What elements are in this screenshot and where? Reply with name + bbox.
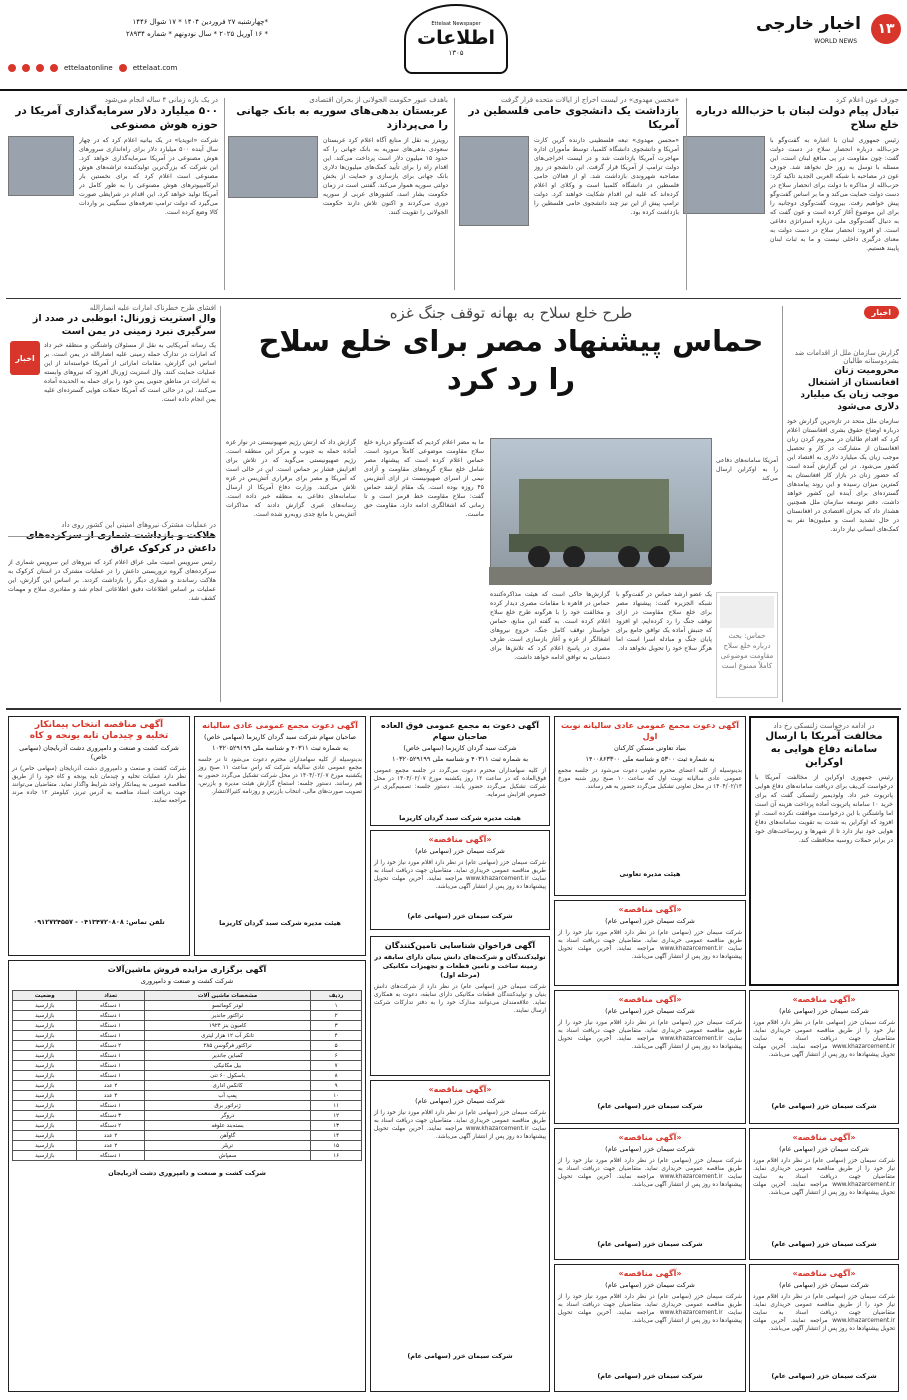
story-kicker: در یک بازه زمانی ۴ ساله انجام می‌شود [104, 96, 218, 104]
ukraine-box [749, 716, 899, 986]
ad-khazar [749, 1128, 899, 1260]
table-cell: ۱ دستگاه [77, 1151, 144, 1161]
ad-company: شرکت سیمان خزر (سهامی عام) [415, 1097, 505, 1105]
ad-title: «آگهی مناقصه» [792, 995, 856, 1004]
table-cell: گاوآهن [144, 1131, 311, 1141]
ad-footer: شرکت سیمان خزر (سهامی عام) [771, 1102, 877, 1110]
ad-khazar [554, 900, 746, 986]
ukraine-kicker: در ادامه درخواست زلنسکی رخ داد [773, 722, 875, 730]
table-cell: بازارسید [13, 1141, 77, 1151]
story-body: «محسن مهدوی» تبعه فلسطینی دارنده گرین کارت آمریکا و دانشجوی دانشگاه کلمبیا، توسط مأموران اداره مهاجرت آمریکا بازداشت شد و در لیست اخراجی‌های دولت ترامپ از آمریکا قرار گرفت. این دانشجو در روز مصاحبه شهروندی بازداشت شد. او از فعالان حامی فلسطین در دانشگاه کلمبیا است و وکلای او اعلام کرده‌اند که علیه این اقدام شکایت خواهند کرد. دولت ترامپ پیش از این نیز چند دانشجوی حامی فلسطین را بازداشت کرده بود. [534, 137, 679, 216]
table-header: تعداد [77, 991, 144, 1001]
left-body: رئیس سرویس امنیت ملی عراق اعلام کرد که نیروهای این سرویس شماری از سرکرده‌های گروه تروریستی داعش را در عملیات مشترک در استان کرکوک به هلاکت رساندند و شماری دیگر را بازداشت کردند. بر اساس این گزارش، این عملیات بر اساس اطلاعات دقیق اطلاعاتی انجام شد و مقادیری سلاح و مهمات کشف شد. [8, 559, 216, 602]
inset-caption: حماس: بحث درباره خلع سلاح مقاومت موضوعی کاملاً ممنوع است [720, 632, 774, 670]
ad-company: شرکت سیمان خزر (سهامی عام) [605, 1281, 695, 1289]
ad-footer: شرکت سیمان خزر (سهامی عام) [597, 1102, 703, 1110]
ad-company: شرکت سیمان خزر (سهامی عام) [779, 1007, 869, 1015]
left-body: یک رسانه آمریکایی به نقل از مسئولان واشنگتن و منطقه خبر داد که امارات در تدارک حمله زمینی علیه انصارالله در یمن است. بر اساس این گزارش، مقامات اماراتی از آمریکا خواسته‌اند از این عملیات حمایت کنند. وال استریت ژورنال افزود که نیروهای وابسته به امارات در مناطق جنوبی یمن خود را برای حمله به الحدیده آماده می‌کنند. این در حالی است که آمریکا حملات هوایی گسترده‌ای علیه یمن انجام داده است. [44, 342, 216, 403]
ad-title: آگهی برگزاری مزایده فروش ماشین‌آلات [107, 965, 267, 974]
table-row [13, 1091, 362, 1101]
table-cell: ۷ [311, 1061, 362, 1071]
story-saudi [228, 96, 448, 294]
ad-company: به شماره ثبت ۵۳۰۰ و شناسه ملی ۱۴۰۰۸۶۳۳۰۰ [585, 755, 715, 763]
table-cell: بازارسید [13, 1111, 77, 1121]
divider [686, 98, 687, 290]
ad-footer: هیئت مدیره شرکت سبد گردان کاریزما [219, 919, 341, 927]
website[interactable]: ettelaat.com [132, 64, 178, 72]
ad-tender [8, 716, 190, 956]
table-row [13, 1071, 362, 1081]
story-photo [459, 136, 529, 226]
social-icon [8, 64, 16, 72]
ad-body: بدینوسیله از کلیه سهامداران محترم دعوت می‌شود تا در جلسه مجمع عمومی عادی سالیانه شرکت که راس ساعت ۱۱ صبح روز یکشنبه مورخ ۱۴۰۴/۰۲/۰۷ در محل شرکت تشکیل می‌گردد حضور به هم رسانند. دستور جلسه: استماع گزارش هیئت مدیره و بازرس، تصویب صورت‌های مالی، انتخاب بازرس و روزنامه کثیرالانتشار. [198, 757, 363, 795]
left-kicker: افشای طرح خطرناک امارات علیه انصارالله [89, 304, 216, 312]
ad-body: شرکت سیمان خزر (سهامی عام) در نظر دارد اقلام مورد نیاز خود را از طریق مناقصه عمومی خریداری نماید. متقاضیان جهت دریافت اسناد به سایت www.khazarcement.ir مراجعه نمایند. آخرین مهلت تحویل پیشنهادها ده روز پس از انتشار آگهی می‌باشد. [374, 1110, 546, 1140]
table-cell: بازارسید [13, 1011, 77, 1021]
lead-title-1: حماس پیشنهاد مصر برای خلع سلاح [258, 324, 764, 358]
ad-title: «آگهی مناقصه» [428, 1085, 492, 1094]
ad-phone: تلفن تماس: ۰۴۱۳۴۷۲۰۸۰۸ - ۰۹۱۲۷۲۴۵۵۷ [33, 918, 165, 926]
table-cell: بیل مکانیکی [144, 1061, 311, 1071]
table-cell: بازارسید [13, 1031, 77, 1041]
table-cell: ژنراتور برق [144, 1101, 311, 1111]
table-cell: کامیون بنز ۱۹۲۴ [144, 1021, 311, 1031]
lead-col: ما به مصر اعلام کردیم که گفت‌وگو درباره خلع سلاح مقاومت موضوعی کاملاً مردود است. حماس اعلام کرده است که پیشنهاد مصر شامل خلع سلاح گروه‌های مقاومت و آزادی نیمی از اسرای صهیونیست در ازای آتش‌بس ۴۵ روزه بوده است. یک مقام ارشد حماس گفت: سلاح مقاومت خط قرمز است و تا زمانی که اشغالگری ادامه دارد، مقاومت حق ماست. [364, 439, 484, 518]
ad-khazar [749, 990, 899, 1124]
table-cell: بازارسید [13, 1081, 77, 1091]
ad-company: شرکت سیمان خزر (سهامی عام) [605, 1007, 695, 1015]
ukraine-title: مخالفت آمریکا با ارسال سامانه دفاع هوایی به اوکراین [765, 731, 883, 768]
table-cell: سمپاش [144, 1151, 311, 1161]
ad-footer: شرکت سیمان خزر (سهامی عام) [407, 1352, 513, 1360]
divider [220, 306, 221, 702]
story-title: ۵۰۰ میلیارد دلار سرمایه‌گذاری آمریکا در حوزه هوش مصنوعی [15, 105, 218, 131]
right-kicker: گزارش سازمان ملل از اقدامات ضد بشردوستانه طالبان [794, 349, 899, 365]
story-lebanon [683, 96, 899, 294]
ad-sub: شرکت سبد گردان کاریزما (سهامی خاص) [403, 744, 517, 752]
table-cell: ۱ دستگاه [77, 1071, 144, 1081]
lead-col: گزارش‌ها حاکی است که هیئت مذاکره‌کننده حماس در قاهره با مقامات مصری دیدار کرده و مخالفت خود را با هرگونه طرح خلع سلاح اعلام کرده است. به گفته این منابع، حماس خواستار توقف کامل جنگ، خروج نیروهای اشغالگر از غزه و آغاز بازسازی است. طرف مصری در پاسخ اعلام کرد که تلاش‌ها برای دستیابی به توافق ادامه خواهد داشت. [490, 591, 610, 661]
right-body: سازمان ملل متحد در تازه‌ترین گزارش خود درباره اوضاع حقوق بشری افغانستان اعلام کرد که اقدام طالبان در محروم کردن زنان افغانستان از مشارکت در کار و تحصیل موجب زیان یک میلیارد دلاری به اقتصاد این کشور می‌شود. در این گزارش آمده است که حضور زنان در بازار کار افغانستان به کمترین میزان رسیده و این روند پیامدهای گسترده‌ای برای آینده این کشور خواهد داشت. دفتر توسعه سازمان ملل همچنین هشدار داد که بحران اقتصادی در افغانستان در حال تشدید است و میلیون‌ها نفر به کمک‌های انسانی نیاز دارند. [787, 418, 899, 533]
table-cell: کانکس اداری [144, 1081, 311, 1091]
ad-company: شرکت کشت و صنعت و دامپروری دشت آذربایجان (سهامی خاص) [19, 744, 179, 761]
ad-body: شرکت کشت و صنعت و دامپروری دشت آذربایجان (سهامی خاص) در نظر دارد عملیات تخلیه و چیدمان تایه یونجه و کاه خود را از طریق مناقصه عمومی به پیمانکار واجد شرایط واگذار نماید. متقاضیان می‌توانند جهت دریافت اسناد مناقصه به آدرس تبریز، کیلومتر ۱۲ جاده مرند مراجعه نمایند. [12, 766, 186, 804]
ad-title: «آگهی مناقصه» [792, 1133, 856, 1142]
ad-title: «آگهی مناقصه» [618, 995, 682, 1004]
left-title: وال استریت ژورنال: ابوظبی در صدد از سرگیری نبرد زمینی در یمن است [32, 313, 216, 337]
ad-sale-table [8, 960, 366, 1392]
ad-footer: شرکت سیمان خزر (سهامی عام) [771, 1372, 877, 1380]
ad-title: «آگهی مناقصه» [792, 1269, 856, 1278]
table-cell: ۱ [311, 1001, 362, 1011]
table-cell: ۹ [311, 1081, 362, 1091]
ad-body: شرکت سیمان خزر (سهامی عام) در نظر دارد اقلام مورد نیاز خود را از طریق مناقصه عمومی خریداری نماید. متقاضیان جهت دریافت اسناد به سایت www.khazarcement.ir مراجعه نمایند. آخرین مهلت تحویل پیشنهادها ده روز پس از انتشار آگهی می‌باشد. [558, 1020, 742, 1050]
table-row [13, 1141, 362, 1151]
ad-footer: شرکت سیمان خزر (سهامی عام) [597, 1240, 703, 1248]
ad-company: شرکت سیمان خزر (سهامی عام) [415, 847, 505, 855]
table-cell: ۲ عدد [77, 1081, 144, 1091]
inset-photo [720, 596, 774, 628]
table-cell: ۴ عدد [77, 1091, 144, 1101]
table-cell: بازارسید [13, 1091, 77, 1101]
dateline [8, 16, 268, 40]
table-row [13, 1021, 362, 1031]
ukraine-body: رئیس جمهوری اوکراین از مخالفت آمریکا با درخواست کی‌یف برای دریافت سامانه‌های دفاع هوایی پاتریوت خبر داد. ولودیمیر زلنسکی گفت که برای خرید ۱۰ سامانه پاتریوت آماده پرداخت هزینه آن است اما واشنگتن با این درخواست موافقت نکرده است. او افزود که اوکراین به شدت به تقویت سامانه‌های دفاع هوایی خود نیاز دارد تا از شهرها و زیرساخت‌های خود در برابر حملات روسیه محافظت کند. [755, 774, 893, 844]
table-cell: بازارسید [13, 1041, 77, 1051]
table-cell: پمپ آب [144, 1091, 311, 1101]
table-cell: بسته‌بند علوفه [144, 1121, 311, 1131]
ad-body: شرکت سیمان خزر (سهامی عام) در نظر دارد اقلام مورد نیاز خود را از طریق مناقصه عمومی خریداری نماید. متقاضیان جهت دریافت اسناد به سایت www.khazarcement.ir مراجعه نمایند. آخرین مهلت تحویل پیشنهادها ده روز پس از انتشار آگهی می‌باشد. [753, 1294, 895, 1332]
table-cell: بازارسید [13, 1151, 77, 1161]
left-column [8, 304, 216, 702]
ad-footer: شرکت سیمان خزر (سهامی عام) [407, 912, 513, 920]
ad-body: شرکت سیمان خزر (سهامی عام) در نظر دارد اقلام مورد نیاز خود را از طریق مناقصه عمومی خریداری نماید. متقاضیان جهت دریافت اسناد به سایت www.khazarcement.ir مراجعه نمایند. آخرین مهلت تحویل پیشنهادها ده روز پس از انتشار آگهی می‌باشد. [558, 930, 742, 960]
lead-col: گزارش داد که ارتش رژیم صهیونیستی در نوار غزه آماده حمله به جنوب و مرکز این منطقه است. رژیم صهیونیستی می‌گوید که در تلاش برای افزایش فشار بر حماس است. این در حالی است که آمریکا و مصر برای برقراری آتش‌بس در غزه تلاش می‌کنند. وزارت دفاع آمریکا از ارسال سامانه‌های دفاعی به منطقه خبر داده است. رسانه‌های عبری گزارش دادند که مذاکرات آتش‌بس با مانع جدی روبه‌رو شده است. [226, 439, 356, 518]
ad-company: شرکت سیمان خزر (سهامی عام) [605, 917, 695, 925]
social-icon [22, 64, 30, 72]
story-photo [228, 136, 318, 198]
divider [454, 98, 455, 290]
ad-company: به شماره ثبت ۴۰۳۱۱ و شناسه ملی ۱۰۳۲۰۵۲۹۱۹۹ [391, 755, 529, 763]
ad-company: شرکت سیمان خزر (سهامی عام) [779, 1281, 869, 1289]
ad-khazar [370, 1080, 550, 1392]
ad-body: شرکت سیمان خزر (سهامی عام) در نظر دارد اقلام مورد نیاز خود را از طریق مناقصه عمومی خریداری نماید. متقاضیان جهت دریافت اسناد به سایت www.khazarcement.ir مراجعه نمایند. آخرین مهلت تحویل پیشنهادها ده روز پس از انتشار آگهی می‌باشد. [753, 1020, 895, 1058]
table-cell: ۱ دستگاه [77, 1001, 144, 1011]
ad-body: شرکت سیمان خزر (سهامی عام) در نظر دارد از شرکت‌های دانش بنیان و تولیدکنندگان قطعات مکانیکی دارای سابقه، دعوت به همکاری نماید. علاقه‌مندان می‌توانند مدارک خود را به دفتر تدارکات شرکت ارسال نمایند. [374, 984, 546, 1014]
table-cell: بازارسید [13, 1101, 77, 1111]
right-column [787, 306, 899, 706]
ads-rule [6, 708, 901, 710]
story-title: عربستان بدهی‌های سوریه به بانک جهانی را می‌پردازد [236, 105, 448, 131]
story-kicker: جوزف عون اعلام کرد [835, 96, 899, 104]
ad-title: آگهی دعوت به مجمع عمومی فوق العاده صاحبان سهام [381, 721, 539, 741]
section-title: اخبار خارجی [756, 14, 861, 34]
ad-footer: هیئت مدیره شرکت سبد گردان کاریزما [399, 814, 521, 822]
story-body: شرکت «انویدیا» در یک بیانیه اعلام کرد که در چهار سال آینده ۵۰۰ میلیارد دلار برای راه‌اندازی سرورهای هوش مصنوعی در آمریکا سرمایه‌گذاری خواهد کرد. این شرکت که بزرگ‌ترین تولیدکننده تراشه‌های هوش مصنوعی است اعلام کرد که برای نخستین بار ابرکامپیوترهای هوش مصنوعی را به طور کامل در آمریکا تولید خواهد کرد. این اقدام در شرایطی صورت می‌گیرد که دولت ترامپ تعرفه‌های سنگینی بر واردات کالا وضع کرده است. [79, 137, 218, 216]
story-photo [683, 136, 765, 214]
ad-sub: صاحبان سهام شرکت سبد گردان کاریزما (سهامی خاص) [204, 733, 356, 741]
table-cell: بازارسید [13, 1021, 77, 1031]
issue: * ۱۶ آوریل ۲۰۲۵ * سال نودونهم * شماره ۲۸۹۳۴ [126, 30, 268, 38]
table-cell: ۱۶ [311, 1151, 362, 1161]
newspaper-logo [404, 4, 508, 74]
web-icon [119, 64, 127, 72]
table-cell: بازارسید [13, 1131, 77, 1141]
table-cell: ۱۴ [311, 1131, 362, 1141]
table-cell: بازارسید [13, 1001, 77, 1011]
table-cell: ۱۵ [311, 1141, 362, 1151]
table-header-row [13, 991, 362, 1001]
ad-khazar [554, 1128, 746, 1260]
story-title: بازداشت یک دانشجوی حامی فلسطین در آمریکا [468, 105, 679, 131]
table-cell: ۲ دستگاه [77, 1121, 144, 1131]
ad-title: آگهی فراخوان شناسایی تامین‌کنندگان [384, 941, 536, 950]
ad-company: شرکت سیمان خزر (سهامی عام) [605, 1145, 695, 1153]
table-cell: ۳ دستگاه [77, 1111, 144, 1121]
story-title: تبادل پیام دولت لبنان با حزب‌الله درباره خلع سلاح [695, 105, 899, 131]
ad-title: آگهی دعوت مجمع عمومی عادی سالیانه [202, 721, 358, 730]
logo-year: ۱۳۰۵ [448, 49, 464, 57]
row-rule [6, 298, 901, 299]
table-cell: ۱۱ [311, 1101, 362, 1111]
ad-body: شرکت سیمان خزر (سهامی عام) در نظر دارد اقلام مورد نیاز خود را از طریق مناقصه عمومی خریداری نماید. متقاضیان جهت دریافت اسناد به سایت www.khazarcement.ir مراجعه نمایند. آخرین مهلت تحویل پیشنهادها ده روز پس از انتشار آگهی می‌باشد. [558, 1294, 742, 1324]
table-cell: لودر کوماتسو [144, 1001, 311, 1011]
ad-footer: شرکت کشت و صنعت و دامپروری دشت آذربایجان [108, 1169, 266, 1177]
left-title: داعش در کرکوک عراق [110, 543, 216, 554]
table-cell: ۱ دستگاه [77, 1051, 144, 1061]
photo-caption: آمریکا سامانه‌های دفاعی را به اوکراین ارسال می‌کند [716, 457, 778, 482]
ad-sub: بنیاد تعاونی مسکن کارکنان [614, 744, 686, 752]
story-kicker: «محسن مهدوی» در لیست اخراج از ایالات متحده قرار گرفت [500, 96, 679, 104]
table-cell: دروگر [144, 1111, 311, 1121]
table-cell: ۱ دستگاه [77, 1011, 144, 1021]
ad-khazar [554, 1264, 746, 1392]
right-title: محرومیت زنان افغانستان از اشتغال موجب زیان یک میلیارد دلاری می‌شود [800, 366, 899, 412]
table-cell: بازارسید [13, 1061, 77, 1071]
ad-footer: شرکت سیمان خزر (سهامی عام) [771, 1240, 877, 1248]
header-rule [0, 89, 907, 91]
social-links [8, 64, 177, 72]
date: *چهارشنبه ۲۷ فروردین ۱۴۰۴ * ۱۷ شوال ۱۴۴۶ [132, 18, 268, 26]
left-kicker: در عملیات مشترک نیروهای امنیتی این کشور روی داد [61, 521, 216, 529]
table-row [13, 1031, 362, 1041]
ad-title: «آگهی مناقصه» [428, 835, 492, 844]
table-row [13, 1051, 362, 1061]
ad-company: به شماره ثبت ۴۰۳۱۱ و شناسه ملی ۱۰۳۲۰۵۲۹۱۹۹ [211, 744, 349, 752]
table-header: وضعیت [13, 991, 77, 1001]
logo-name: اطلاعات [416, 27, 496, 49]
ad-extraordinary [370, 716, 550, 826]
table-cell: بازارسید [13, 1071, 77, 1081]
table-row [13, 1101, 362, 1111]
lead-subtitle: طرح خلع سلاح به بهانه توقف جنگ غزه [389, 304, 633, 322]
ad-title: «آگهی مناقصه» [618, 1133, 682, 1142]
story-mahdavi [459, 96, 679, 294]
table-row [13, 1081, 362, 1091]
story-photo [8, 136, 74, 196]
ad-cooperative [554, 716, 746, 896]
news-badge: اخبار [864, 306, 899, 319]
ad-body: بدینوسیله از کلیه اعضای محترم تعاونی دعوت می‌شود در جلسه مجمع عمومی عادی سالیانه نوبت اول که ساعت ۱۰ صبح روز شنبه مورخ ۱۴۰۴/۰۲/۱۳ در محل تعاونی تشکیل می‌گردد حضور به هم رسانند. [558, 768, 742, 790]
ad-khazar [554, 990, 746, 1124]
table-cell: بازارسید [13, 1051, 77, 1061]
table-cell: ۵ [311, 1041, 362, 1051]
ad-footer: هیئت مدیره تعاونی [619, 870, 681, 878]
table-cell: ۱۲ [311, 1111, 362, 1121]
table-cell: ۲ [311, 1011, 362, 1021]
ad-suppliers [370, 936, 550, 1076]
table-cell: ۱۰ [311, 1091, 362, 1101]
ad-sub: تولیدکنندگان و شرکت‌های دانش بنیان دارای سابقه در زمینه ساخت و تامین قطعات و تجهیزات مکانیکی (مرحله اول) [374, 953, 546, 979]
lead-title-2: را رد کرد [446, 362, 576, 396]
table-cell: باسکول ۶۰ تنی [144, 1071, 311, 1081]
table-row [13, 1131, 362, 1141]
table-row [13, 1041, 362, 1051]
divider [8, 536, 216, 537]
table-header: مشخصات ماشین آلات [144, 991, 311, 1001]
ad-company: شرکت سیمان خزر (سهامی عام) [779, 1145, 869, 1153]
social-icon [50, 64, 58, 72]
table-row [13, 1011, 362, 1021]
news-badge: اخبار [10, 341, 40, 375]
table-cell: ۱ دستگاه [77, 1021, 144, 1031]
table-cell: ۶ [311, 1051, 362, 1061]
table-header: ردیف [311, 991, 362, 1001]
section-title-en: WORLD NEWS [814, 38, 857, 45]
ad-annual [194, 716, 366, 956]
lead-col: یک عضو ارشد حماس در گفت‌وگو با شبکه الجزیره گفت: پیشنهاد مصر برای خلع سلاح مقاومت در ازای توقف جنگ را رد کرده‌ایم. او افزود که جنبش آماده یک توافق جامع برای پایان جنگ و مبادله اسرا است اما هرگز سلاح خود را تحویل نخواهد داد. [616, 591, 712, 652]
table-cell: تریلر [144, 1141, 311, 1151]
table-cell: تراکتور فرگوسن ۲۸۵ [144, 1041, 311, 1051]
ad-sub: شرکت کشت و صنعت و دامپروری [140, 977, 234, 985]
equipment-table [12, 990, 362, 1161]
ad-sub: تخلیه و چیدمان تایه یونجه و کاه [29, 731, 169, 741]
story-body: رئیس جمهوری لبنان با اشاره به گفت‌وگو با حزب‌الله درباره انحصار سلاح در دست دولت گفت: چون مقاومت در پی منافع لبنان است، این مسئله با توسل به زور حل نخواهد شد. جوزف عون در مصاحبه با شبکه العربی الجدید تاکید کرد: حزب‌الله از مذاکره با دولت برای انحصار سلاح در دست دولت حمایت می‌کند و ما بر اساس گفت‌وگو پیش خواهیم رفت. بیروت گفت‌وگوی دوجانبه را برای این موضوع آغاز کرده است و عون گفت که به دنبال گفت‌وگوی ملی درباره استراتژی دفاعی است. او افزود: انحصار سلاح در دست دولت به معنای درگیری داخلی نیست و ما به ثبات لبنان پایبند هستیم. [770, 137, 899, 252]
logo-en: Ettelaat Newspaper [431, 21, 481, 27]
ad-footer: شرکت سیمان خزر (سهامی عام) [597, 1372, 703, 1380]
table-cell: کمباین جاندیر [144, 1051, 311, 1061]
lead-photo [490, 438, 712, 584]
table-cell: ۱ دستگاه [77, 1101, 144, 1111]
ad-title: آگهی مناقصه انتخاب پیمانکار [34, 720, 164, 730]
table-row [13, 1061, 362, 1071]
social-handle[interactable]: ettelaatonline [64, 64, 113, 72]
ad-title: آگهی دعوت مجمع عمومی عادی سالیانه نوبت اول [561, 721, 739, 741]
ad-khazar [370, 830, 550, 930]
divider [782, 306, 783, 702]
ad-body: شرکت سیمان خزر (سهامی عام) در نظر دارد اقلام مورد نیاز خود را از طریق مناقصه عمومی خریداری نماید. متقاضیان جهت دریافت اسناد به سایت www.khazarcement.ir مراجعه نمایند. آخرین مهلت تحویل پیشنهادها ده روز پس از انتشار آگهی می‌باشد. [753, 1158, 895, 1196]
table-cell: ۳ [311, 1021, 362, 1031]
table-cell: تانکر آب ۱۲ هزار لیتری [144, 1031, 311, 1041]
table-cell: ۸ [311, 1071, 362, 1081]
table-cell: ۴ [311, 1031, 362, 1041]
ad-title: «آگهی مناقصه» [618, 1269, 682, 1278]
story-body: رویترز به نقل از منابع آگاه اعلام کرد عربستان سعودی بدهی‌های سوریه به بانک جهانی را که حدود ۱۵ میلیون دلار است پرداخت می‌کند. این اقدام راه را برای تأیید کمک‌های میلیون‌ها دلاری بانک جهانی برای بازسازی و حمایت از بخش دولتی سوریه هموار می‌کند. گفتنی است در زمان حکومت بشار اسد، کشورهای عربی از سوریه دوری می‌کردند و اکنون تلاش دارند حکومت الجولانی را تقویت کنند. [323, 137, 448, 216]
table-cell: ۱ دستگاه [77, 1031, 144, 1041]
divider [224, 98, 225, 290]
social-icon [36, 64, 44, 72]
table-cell: ۱ دستگاه [77, 1061, 144, 1071]
table-cell: بازارسید [13, 1121, 77, 1131]
ad-title: «آگهی مناقصه» [618, 905, 682, 914]
ad-body: شرکت سیمان خزر (سهامی عام) در نظر دارد اقلام مورد نیاز خود را از طریق مناقصه عمومی خریداری نماید. متقاضیان جهت دریافت اسناد به سایت www.khazarcement.ir مراجعه نمایند. آخرین مهلت تحویل پیشنهادها ده روز پس از انتشار آگهی می‌باشد. [558, 1158, 742, 1188]
page-number: ۱۳ [871, 14, 901, 44]
table-cell: ۲ دستگاه [77, 1041, 144, 1051]
inset-quote [716, 592, 778, 698]
table-cell: ۲ عدد [77, 1141, 144, 1151]
table-cell: ۲ عدد [77, 1131, 144, 1141]
table-cell: ۱۳ [311, 1121, 362, 1131]
table-cell: تراکتور جاندیر [144, 1011, 311, 1021]
ad-khazar [749, 1264, 899, 1392]
table-row [13, 1121, 362, 1131]
table-row [13, 1151, 362, 1161]
ad-body: شرکت سیمان خزر (سهامی عام) در نظر دارد اقلام مورد نیاز خود را از طریق مناقصه عمومی خریداری نماید. متقاضیان جهت دریافت اسناد به سایت www.khazarcement.ir مراجعه نمایند. آخرین مهلت تحویل پیشنهادها ده روز پس از انتشار آگهی می‌باشد. [374, 860, 546, 890]
story-kicker: باهدف عبور حکومت الجولانی از بحران اقتصادی [309, 96, 448, 104]
table-row [13, 1001, 362, 1011]
story-ai [8, 96, 218, 294]
table-row [13, 1111, 362, 1121]
missile-launcher-illustration [489, 439, 711, 585]
ad-body: از کلیه سهامداران محترم دعوت می‌گردد در جلسه مجمع عمومی فوق‌العاده که در ساعت ۱۲ روز یکشنبه مورخ ۱۴۰۴/۰۲/۰۷ در محل شرکت تشکیل می‌گردد حضور یابند. دستور جلسه: تصمیم‌گیری در خصوص افزایش سرمایه. [374, 768, 546, 798]
